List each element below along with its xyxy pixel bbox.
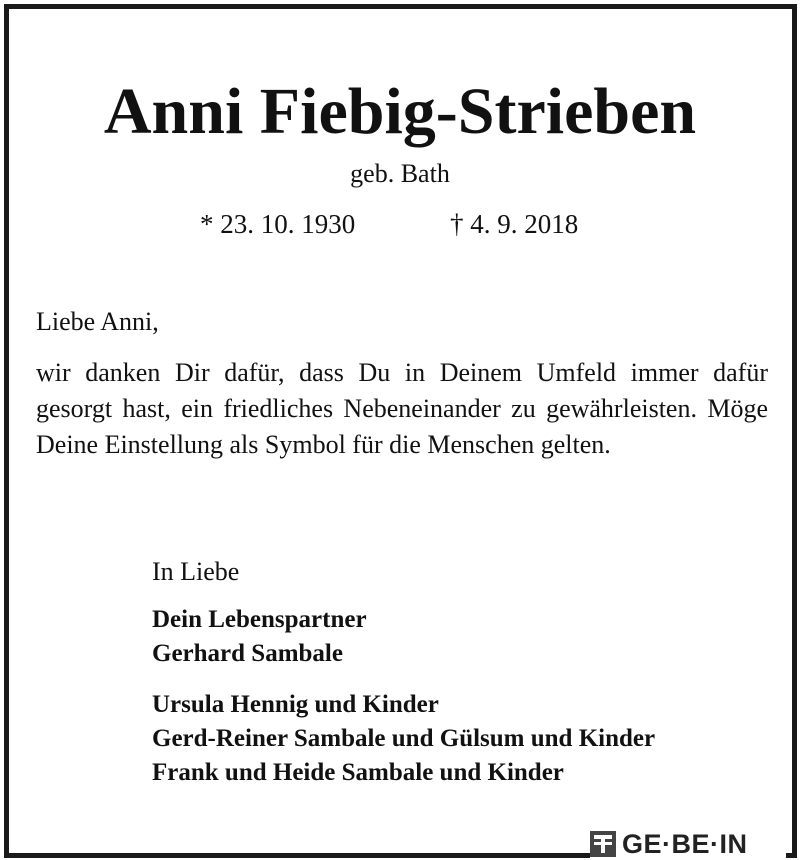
gebein-logo-icon — [590, 831, 616, 857]
deceased-name: Anni Fiebig-Strieben — [103, 75, 697, 148]
family-line: Gerd-Reiner Sambale und Gülsum und Kinder — [152, 725, 656, 752]
closing-phrase: In Liebe — [152, 557, 240, 586]
birth-date: * 23. 10. 1930 — [200, 209, 356, 239]
family-signatures — [152, 688, 655, 790]
gebein-logo — [590, 828, 786, 860]
partner-line: Dein Lebenspartner — [152, 606, 367, 633]
partner-signature — [152, 603, 367, 671]
family-line: Ursula Hennig und Kinder — [152, 691, 439, 718]
family-line: Frank und Heide Sambale und Kinder — [152, 759, 564, 786]
logo-text: GE·BE·IN — [622, 829, 748, 859]
message-text: wir danken Dir dafür, dass Du in Deinem Umfeld immer dafür gesorgt hast, ein friedliches Nebeneinander zu gewährleisten. Möge Deine Einstellung als Symbol für die Menschen gelten. — [36, 358, 768, 459]
maiden-name: geb. Bath — [350, 159, 450, 188]
partner-line: Gerhard Sambale — [152, 640, 343, 667]
salutation: Liebe Anni, — [36, 307, 159, 336]
life-dates — [0, 208, 800, 240]
death-date: † 4. 9. 2018 — [450, 209, 579, 239]
